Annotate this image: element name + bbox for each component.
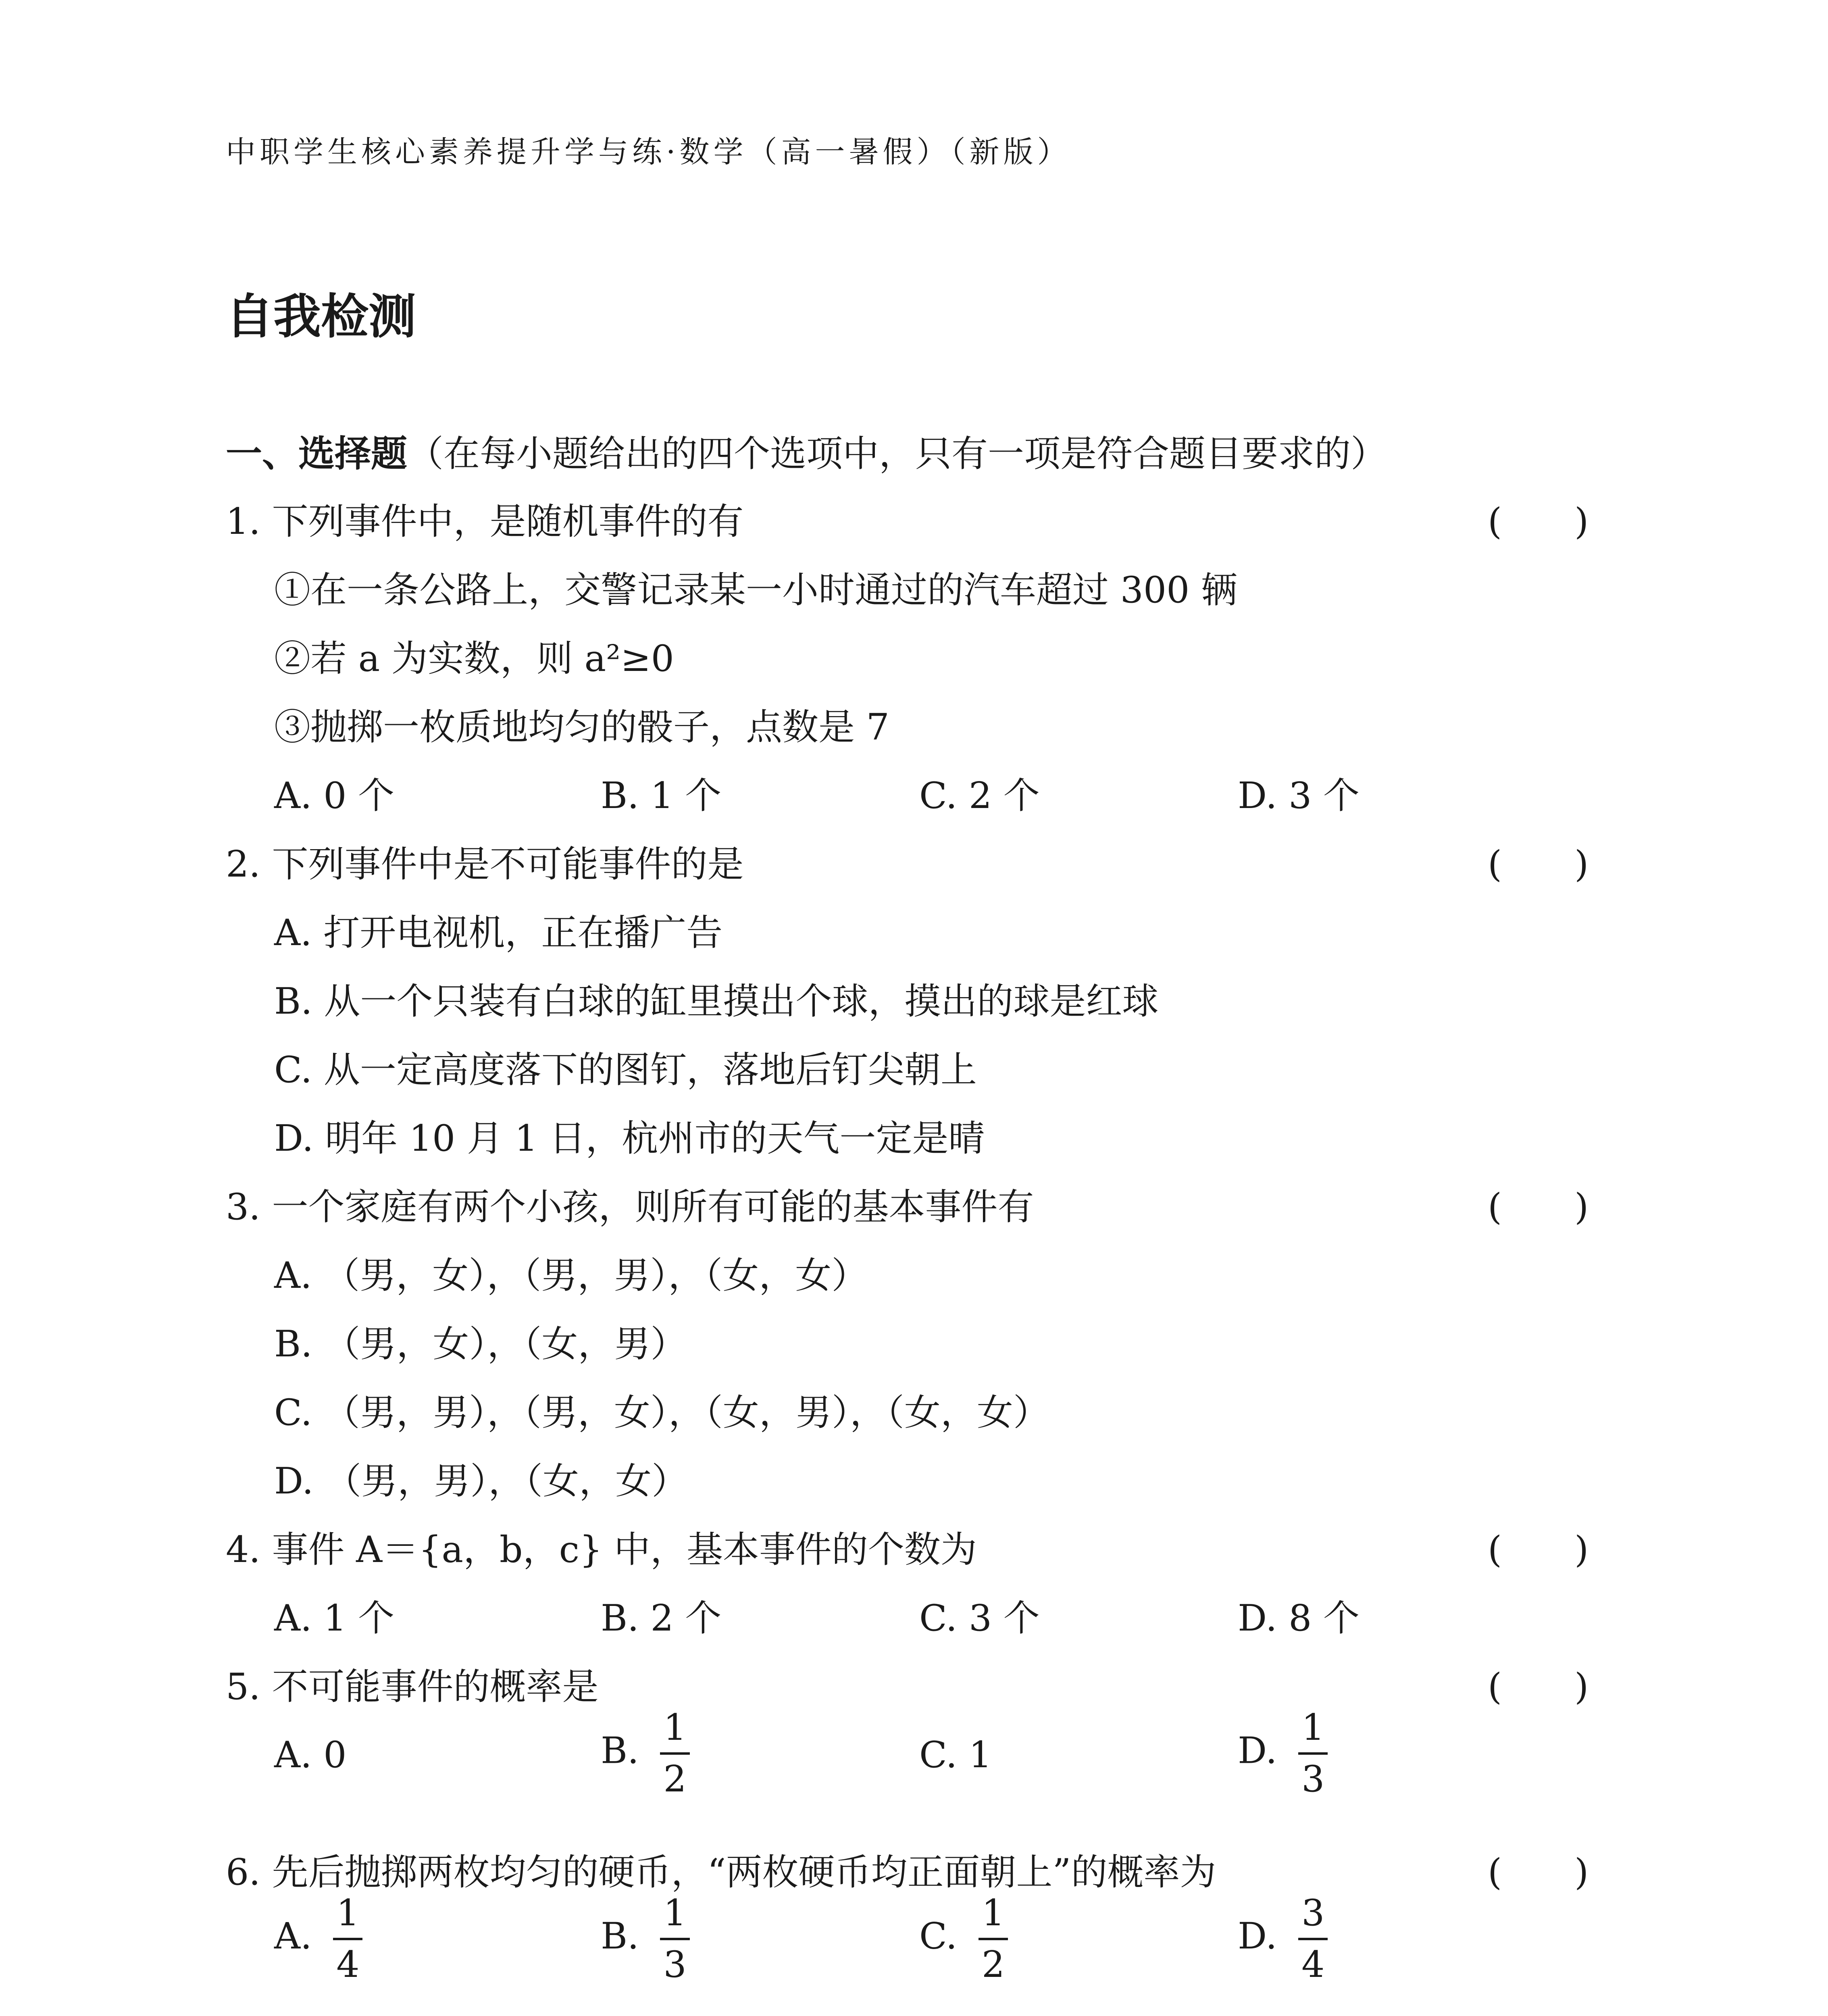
question-1-item-3: ③抛掷一枚质地均匀的骰子，点数是 7: [274, 706, 889, 748]
question-3-option-c: C. （男，男），（男，女），（女，男），（女，女）: [274, 1391, 1049, 1434]
question-3-option-d: D. （男，男），（女，女）: [274, 1460, 688, 1502]
numerator: 1: [981, 1892, 1005, 1934]
denominator: 4: [1301, 1943, 1325, 1986]
question-1-option-a: A. 0 个: [274, 775, 395, 817]
denominator: 4: [336, 1943, 360, 1986]
section-label: 一、选择题: [226, 433, 407, 475]
option-label: C.: [919, 1915, 958, 1958]
question-3-option-b: B. （男，女），（女，男）: [274, 1323, 687, 1365]
question-1-item-1: ①在一条公路上，交警记录某一小时通过的汽车超过 300 辆: [274, 569, 1237, 611]
numerator: 1: [663, 1892, 687, 1934]
option-label: B.: [601, 1915, 639, 1958]
denominator: 3: [663, 1943, 687, 1986]
question-5-option-b: [601, 1706, 690, 1800]
answer-paren-6: ( ): [1488, 1851, 1589, 1893]
question-5-option-c: [919, 1734, 992, 1776]
answer-paren-5: ( ): [1488, 1666, 1589, 1708]
question-6-option-a: [274, 1892, 362, 1986]
option-label: D.: [1238, 1915, 1277, 1958]
question-1-item-2: ②若 a 为实数，则 a²≥0: [274, 637, 674, 680]
question-2-option-c: C. 从一定高度落下的图钉，落地后钉尖朝上: [274, 1049, 977, 1091]
section-note: （在每小题给出的四个选项中，只有一项是符合题目要求的）: [407, 433, 1387, 475]
question-5-option-d: [1238, 1706, 1328, 1800]
question-4-option-b: B. 2 个: [601, 1597, 722, 1639]
question-2-stem: 2. 下列事件中是不可能事件的是: [226, 843, 744, 885]
denominator: 3: [1301, 1758, 1325, 1800]
fraction: [660, 1892, 689, 1986]
fraction: [660, 1706, 689, 1800]
question-6-option-d: [1238, 1892, 1328, 1986]
answer-paren-1: ( ): [1488, 500, 1589, 543]
fraction: [1298, 1892, 1328, 1986]
page-title: 自我检测: [226, 289, 416, 344]
question-1-option-d: D. 3 个: [1238, 775, 1360, 817]
denominator: 2: [981, 1943, 1005, 1986]
option-label: C.: [919, 1734, 958, 1776]
question-2-option-b: B. 从一个只装有白球的缸里摸出个球，摸出的球是红球: [274, 980, 1159, 1023]
answer-paren-4: ( ): [1488, 1529, 1589, 1571]
numerator: 1: [663, 1706, 687, 1749]
answer-paren-3: ( ): [1488, 1186, 1589, 1228]
answer-paren-2: ( ): [1488, 843, 1589, 885]
question-1-option-c: C. 2 个: [919, 775, 1040, 817]
question-6-stem: 6. 先后抛掷两枚均匀的硬币，“两枚硬币均正面朝上”的概率为: [226, 1851, 1216, 1893]
question-4-option-c: C. 3 个: [919, 1597, 1040, 1639]
numerator: 1: [336, 1892, 360, 1934]
fraction: [1298, 1706, 1328, 1800]
question-6-option-b: [601, 1892, 690, 1986]
fraction: [979, 1892, 1008, 1986]
question-1-option-b: B. 1 个: [601, 775, 722, 817]
question-4-option-d: D. 8 个: [1238, 1597, 1360, 1639]
option-value: 0: [323, 1734, 347, 1776]
question-4-option-a: A. 1 个: [274, 1597, 395, 1639]
option-label: A.: [274, 1734, 312, 1776]
question-3-stem: 3. 一个家庭有两个小孩，则所有可能的基本事件有: [226, 1186, 1034, 1228]
section-heading: [226, 424, 1387, 477]
denominator: 2: [663, 1758, 687, 1800]
question-6-option-c: [919, 1892, 1008, 1986]
option-label: A.: [274, 1915, 312, 1958]
running-header: 中职学生核心素养提升学与练·数学（高一暑假）（新版）: [226, 135, 1071, 169]
numerator: 1: [1301, 1706, 1325, 1749]
numerator: 3: [1301, 1892, 1325, 1934]
option-label: B.: [601, 1729, 639, 1772]
question-4-stem: 4. 事件 A＝{a，b，c} 中，基本事件的个数为: [226, 1529, 977, 1571]
question-2-option-d: D. 明年 10 月 1 日，杭州市的天气一定是晴: [274, 1117, 985, 1160]
fraction: [333, 1892, 362, 1986]
option-value: 1: [968, 1734, 992, 1776]
question-2-option-a: A. 打开电视机，正在播广告: [274, 912, 723, 954]
question-5-stem: 5. 不可能事件的概率是: [226, 1666, 599, 1708]
question-3-option-a: A. （男，女），（男，男），（女，女）: [274, 1254, 868, 1297]
question-5-option-a: [274, 1734, 346, 1776]
question-1-stem: 1. 下列事件中，是随机事件的有: [226, 500, 744, 543]
option-label: D.: [1238, 1729, 1277, 1772]
